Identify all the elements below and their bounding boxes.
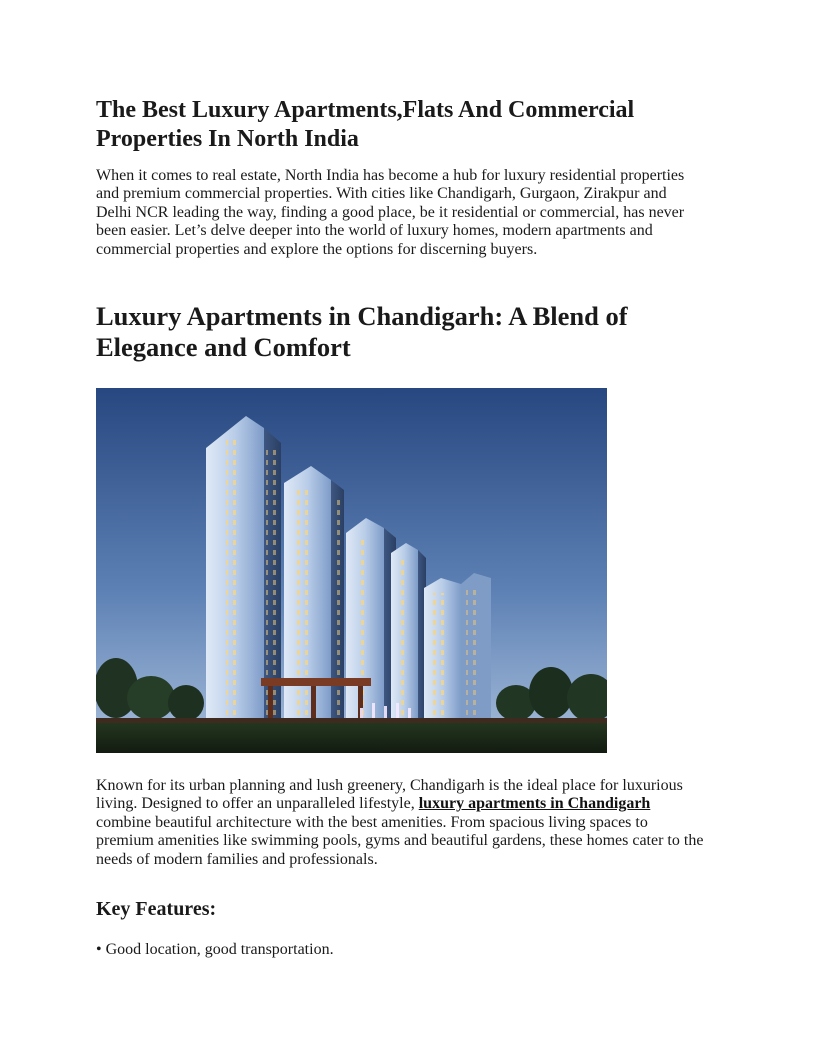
paragraph-text-after: combine beautiful architecture with the best amenities. From spacious living spaces to premium amenities like swimming pools, gyms and beautiful gardens, these homes cater to the needs of modern families and professionals. xyxy=(96,813,704,868)
lawn xyxy=(96,723,607,753)
walkway xyxy=(96,718,607,723)
key-features-heading: Key Features: xyxy=(96,898,217,920)
intro-paragraph: When it comes to real estate, North India has become a hub for luxury residential properties and premium commercial properties. With cities like Chandigarh, Gurgaon, Zirakpur and Delhi NCR leading the way, finding a good place, be it residential or commercial, has never been easier. Let’s delve deeper into the world of luxury homes, modern apartments and commercial properties and explore the options for discerning buyers. xyxy=(96,167,685,258)
feature-item: • Good location, good transportation. xyxy=(96,941,334,958)
section-heading: Luxury Apartments in Chandigarh: A Blend of Elegance and Comfort xyxy=(96,301,628,362)
tower-3 xyxy=(346,518,396,718)
chandigarh-paragraph xyxy=(96,777,708,869)
luxury-apartments-link[interactable]: luxury apartments in Chandigarh xyxy=(418,795,651,813)
tower-1 xyxy=(206,416,281,718)
paragraph-text-before: Known for its urban planning and lush greenery, Chandigarh is the ideal place for luxurious living. Designed to offer an unparalleled lifestyle, xyxy=(96,777,683,813)
hero-image-luxury-towers xyxy=(96,388,607,753)
tower-5 xyxy=(424,573,491,718)
tower-4 xyxy=(391,543,426,718)
page-title: The Best Luxury Apartments,Flats And Commercial Properties In North India xyxy=(96,97,635,152)
